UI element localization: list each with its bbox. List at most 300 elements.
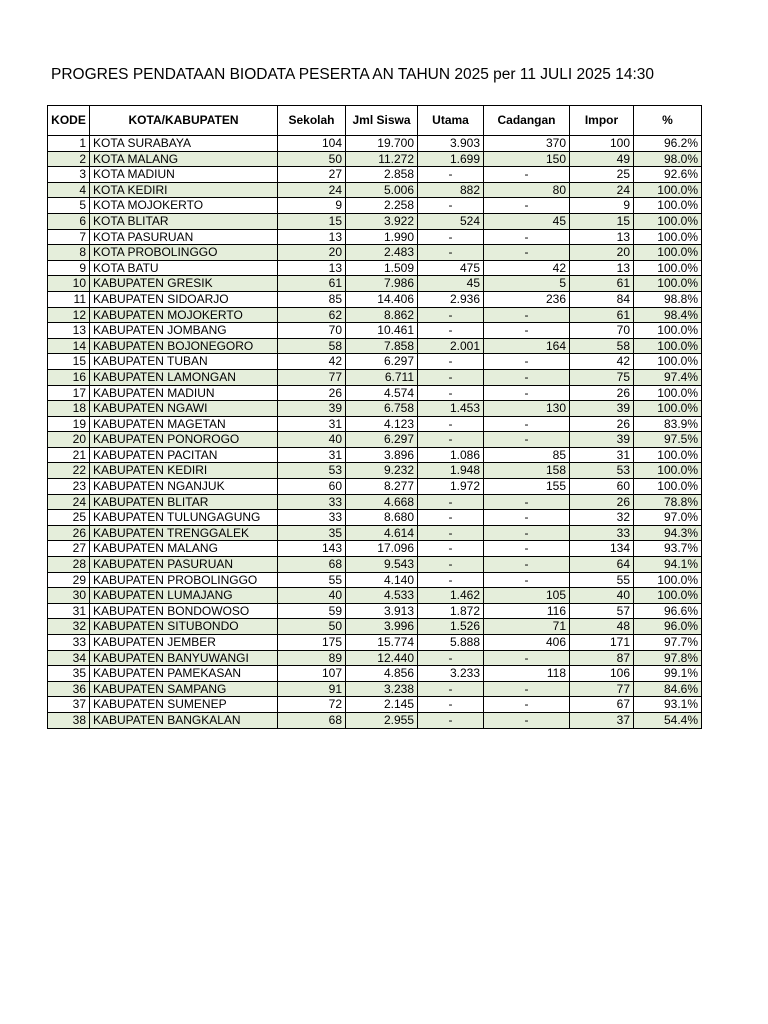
table-row bbox=[48, 557, 702, 573]
cell-jml-siswa: 12.440 bbox=[346, 650, 418, 666]
cell-kode: 6 bbox=[48, 213, 90, 229]
cell-jml-siswa: 6.297 bbox=[346, 432, 418, 448]
cell-impor: 171 bbox=[570, 635, 634, 651]
cell-cadangan: 116 bbox=[484, 603, 570, 619]
cell-impor: 20 bbox=[570, 245, 634, 261]
table-row bbox=[48, 182, 702, 198]
cell-name: KABUPATEN PONOROGO bbox=[90, 432, 278, 448]
cell-jml-siswa: 17.096 bbox=[346, 541, 418, 557]
cell-utama: - bbox=[418, 354, 484, 370]
table-row bbox=[48, 541, 702, 557]
cell-utama: - bbox=[418, 557, 484, 573]
cell-sekolah: 15 bbox=[278, 213, 346, 229]
cell-name: KABUPATEN BOJONEGORO bbox=[90, 338, 278, 354]
cell-kode: 17 bbox=[48, 385, 90, 401]
cell-sekolah: 68 bbox=[278, 712, 346, 728]
table-row bbox=[48, 291, 702, 307]
cell-jml-siswa: 4.123 bbox=[346, 416, 418, 432]
cell-kode: 30 bbox=[48, 588, 90, 604]
table-row bbox=[48, 385, 702, 401]
cell-percent: 100.0% bbox=[634, 572, 702, 588]
cell-utama: - bbox=[418, 167, 484, 183]
cell-cadangan: 236 bbox=[484, 291, 570, 307]
table-row bbox=[48, 619, 702, 635]
cell-kode: 4 bbox=[48, 182, 90, 198]
table-row bbox=[48, 697, 702, 713]
cell-utama: 3.233 bbox=[418, 666, 484, 682]
cell-sekolah: 13 bbox=[278, 229, 346, 245]
cell-name: KABUPATEN BANYUWANGI bbox=[90, 650, 278, 666]
cell-percent: 93.7% bbox=[634, 541, 702, 557]
cell-kode: 25 bbox=[48, 510, 90, 526]
table-row bbox=[48, 229, 702, 245]
header-jml-siswa: Jml Siswa bbox=[346, 106, 418, 136]
cell-impor: 31 bbox=[570, 447, 634, 463]
cell-impor: 49 bbox=[570, 151, 634, 167]
cell-cadangan: - bbox=[484, 245, 570, 261]
cell-impor: 39 bbox=[570, 432, 634, 448]
cell-impor: 60 bbox=[570, 479, 634, 495]
cell-percent: 100.0% bbox=[634, 213, 702, 229]
cell-percent: 97.7% bbox=[634, 635, 702, 651]
cell-sekolah: 77 bbox=[278, 369, 346, 385]
cell-impor: 9 bbox=[570, 198, 634, 214]
cell-sekolah: 35 bbox=[278, 525, 346, 541]
cell-sekolah: 50 bbox=[278, 619, 346, 635]
cell-impor: 75 bbox=[570, 369, 634, 385]
cell-jml-siswa: 1.990 bbox=[346, 229, 418, 245]
table-row bbox=[48, 588, 702, 604]
cell-sekolah: 62 bbox=[278, 307, 346, 323]
cell-percent: 100.0% bbox=[634, 245, 702, 261]
cell-sekolah: 89 bbox=[278, 650, 346, 666]
cell-kode: 33 bbox=[48, 635, 90, 651]
cell-kode: 38 bbox=[48, 712, 90, 728]
table-row bbox=[48, 167, 702, 183]
cell-cadangan: - bbox=[484, 650, 570, 666]
header-sekolah: Sekolah bbox=[278, 106, 346, 136]
cell-impor: 13 bbox=[570, 260, 634, 276]
cell-sekolah: 61 bbox=[278, 276, 346, 292]
cell-percent: 100.0% bbox=[634, 401, 702, 417]
cell-jml-siswa: 3.996 bbox=[346, 619, 418, 635]
cell-cadangan: - bbox=[484, 416, 570, 432]
cell-impor: 40 bbox=[570, 588, 634, 604]
cell-sekolah: 20 bbox=[278, 245, 346, 261]
cell-jml-siswa: 10.461 bbox=[346, 323, 418, 339]
cell-name: KABUPATEN LAMONGAN bbox=[90, 369, 278, 385]
cell-name: KABUPATEN JOMBANG bbox=[90, 323, 278, 339]
cell-cadangan: - bbox=[484, 385, 570, 401]
cell-name: KABUPATEN BLITAR bbox=[90, 494, 278, 510]
cell-impor: 58 bbox=[570, 338, 634, 354]
cell-name: KABUPATEN NGAWI bbox=[90, 401, 278, 417]
cell-utama: 1.086 bbox=[418, 447, 484, 463]
cell-kode: 9 bbox=[48, 260, 90, 276]
cell-cadangan: - bbox=[484, 681, 570, 697]
cell-percent: 99.1% bbox=[634, 666, 702, 682]
header-row bbox=[48, 106, 702, 136]
header-kota-kabupaten: KOTA/KABUPATEN bbox=[90, 106, 278, 136]
cell-cadangan: 118 bbox=[484, 666, 570, 682]
cell-name: KOTA MADIUN bbox=[90, 167, 278, 183]
cell-impor: 39 bbox=[570, 401, 634, 417]
cell-sekolah: 40 bbox=[278, 432, 346, 448]
cell-jml-siswa: 2.145 bbox=[346, 697, 418, 713]
cell-percent: 96.0% bbox=[634, 619, 702, 635]
cell-percent: 98.0% bbox=[634, 151, 702, 167]
cell-kode: 24 bbox=[48, 494, 90, 510]
cell-jml-siswa: 9.543 bbox=[346, 557, 418, 573]
cell-sekolah: 85 bbox=[278, 291, 346, 307]
cell-impor: 70 bbox=[570, 323, 634, 339]
cell-jml-siswa: 4.574 bbox=[346, 385, 418, 401]
cell-kode: 34 bbox=[48, 650, 90, 666]
table-row bbox=[48, 338, 702, 354]
cell-cadangan: - bbox=[484, 229, 570, 245]
cell-utama: - bbox=[418, 198, 484, 214]
cell-kode: 31 bbox=[48, 603, 90, 619]
cell-utama: 45 bbox=[418, 276, 484, 292]
cell-cadangan: - bbox=[484, 712, 570, 728]
cell-kode: 23 bbox=[48, 479, 90, 495]
cell-utama: - bbox=[418, 541, 484, 557]
table-row bbox=[48, 136, 702, 152]
cell-cadangan: 42 bbox=[484, 260, 570, 276]
page-title: PROGRES PENDATAAN BIODATA PESERTA AN TAHUN 2025 per 11 JULI 2025 14:30 bbox=[51, 66, 655, 83]
cell-sekolah: 91 bbox=[278, 681, 346, 697]
table-row bbox=[48, 369, 702, 385]
cell-impor: 25 bbox=[570, 167, 634, 183]
cell-cadangan: - bbox=[484, 510, 570, 526]
cell-sekolah: 58 bbox=[278, 338, 346, 354]
cell-utama: 1.872 bbox=[418, 603, 484, 619]
cell-name: KABUPATEN GRESIK bbox=[90, 276, 278, 292]
table-row bbox=[48, 494, 702, 510]
cell-cadangan: - bbox=[484, 323, 570, 339]
cell-impor: 106 bbox=[570, 666, 634, 682]
cell-utama: - bbox=[418, 697, 484, 713]
cell-kode: 26 bbox=[48, 525, 90, 541]
cell-jml-siswa: 4.614 bbox=[346, 525, 418, 541]
cell-name: KOTA MALANG bbox=[90, 151, 278, 167]
cell-impor: 26 bbox=[570, 416, 634, 432]
cell-cadangan: 164 bbox=[484, 338, 570, 354]
cell-impor: 32 bbox=[570, 510, 634, 526]
table-body bbox=[48, 136, 702, 729]
cell-percent: 100.0% bbox=[634, 182, 702, 198]
cell-cadangan: - bbox=[484, 494, 570, 510]
cell-jml-siswa: 5.006 bbox=[346, 182, 418, 198]
cell-cadangan: 370 bbox=[484, 136, 570, 152]
cell-sekolah: 107 bbox=[278, 666, 346, 682]
cell-percent: 84.6% bbox=[634, 681, 702, 697]
cell-name: KABUPATEN JEMBER bbox=[90, 635, 278, 651]
cell-name: KABUPATEN MAGETAN bbox=[90, 416, 278, 432]
cell-impor: 26 bbox=[570, 385, 634, 401]
cell-name: KABUPATEN BONDOWOSO bbox=[90, 603, 278, 619]
cell-kode: 29 bbox=[48, 572, 90, 588]
cell-kode: 12 bbox=[48, 307, 90, 323]
cell-utama: - bbox=[418, 681, 484, 697]
cell-jml-siswa: 3.913 bbox=[346, 603, 418, 619]
cell-cadangan: 406 bbox=[484, 635, 570, 651]
cell-sekolah: 40 bbox=[278, 588, 346, 604]
cell-name: KABUPATEN MADIUN bbox=[90, 385, 278, 401]
cell-name: KABUPATEN SAMPANG bbox=[90, 681, 278, 697]
cell-impor: 64 bbox=[570, 557, 634, 573]
cell-utama: 1.699 bbox=[418, 151, 484, 167]
cell-cadangan: 5 bbox=[484, 276, 570, 292]
cell-sekolah: 55 bbox=[278, 572, 346, 588]
cell-sekolah: 60 bbox=[278, 479, 346, 495]
cell-utama: - bbox=[418, 712, 484, 728]
table-row bbox=[48, 213, 702, 229]
cell-utama: - bbox=[418, 307, 484, 323]
cell-percent: 94.1% bbox=[634, 557, 702, 573]
cell-cadangan: 155 bbox=[484, 479, 570, 495]
table-row bbox=[48, 276, 702, 292]
table-row bbox=[48, 198, 702, 214]
table-row bbox=[48, 635, 702, 651]
cell-cadangan: - bbox=[484, 167, 570, 183]
cell-sekolah: 33 bbox=[278, 510, 346, 526]
cell-utama: 3.903 bbox=[418, 136, 484, 152]
cell-sekolah: 72 bbox=[278, 697, 346, 713]
cell-cadangan: 85 bbox=[484, 447, 570, 463]
table-row bbox=[48, 416, 702, 432]
table-row bbox=[48, 354, 702, 370]
cell-name: KOTA BATU bbox=[90, 260, 278, 276]
cell-kode: 16 bbox=[48, 369, 90, 385]
cell-utama: 524 bbox=[418, 213, 484, 229]
cell-kode: 20 bbox=[48, 432, 90, 448]
cell-impor: 77 bbox=[570, 681, 634, 697]
header-percent: % bbox=[634, 106, 702, 136]
cell-kode: 21 bbox=[48, 447, 90, 463]
cell-percent: 100.0% bbox=[634, 463, 702, 479]
table-row bbox=[48, 603, 702, 619]
cell-kode: 32 bbox=[48, 619, 90, 635]
cell-utama: - bbox=[418, 650, 484, 666]
cell-jml-siswa: 3.238 bbox=[346, 681, 418, 697]
cell-cadangan: - bbox=[484, 432, 570, 448]
cell-percent: 93.1% bbox=[634, 697, 702, 713]
cell-name: KOTA SURABAYA bbox=[90, 136, 278, 152]
table-row bbox=[48, 666, 702, 682]
cell-jml-siswa: 1.509 bbox=[346, 260, 418, 276]
table-row bbox=[48, 510, 702, 526]
cell-name: KOTA MOJOKERTO bbox=[90, 198, 278, 214]
cell-utama: 1.526 bbox=[418, 619, 484, 635]
cell-sekolah: 31 bbox=[278, 416, 346, 432]
cell-kode: 3 bbox=[48, 167, 90, 183]
cell-utama: - bbox=[418, 525, 484, 541]
cell-kode: 18 bbox=[48, 401, 90, 417]
cell-cadangan: 45 bbox=[484, 213, 570, 229]
cell-percent: 96.6% bbox=[634, 603, 702, 619]
cell-utama: 1.453 bbox=[418, 401, 484, 417]
cell-name: KOTA BLITAR bbox=[90, 213, 278, 229]
cell-impor: 55 bbox=[570, 572, 634, 588]
cell-cadangan: - bbox=[484, 307, 570, 323]
cell-name: KOTA PASURUAN bbox=[90, 229, 278, 245]
cell-utama: - bbox=[418, 369, 484, 385]
table-row bbox=[48, 447, 702, 463]
header-kode: KODE bbox=[48, 106, 90, 136]
cell-jml-siswa: 7.986 bbox=[346, 276, 418, 292]
cell-cadangan: - bbox=[484, 541, 570, 557]
cell-sekolah: 59 bbox=[278, 603, 346, 619]
cell-name: KABUPATEN MOJOKERTO bbox=[90, 307, 278, 323]
cell-name: KOTA PROBOLINGGO bbox=[90, 245, 278, 261]
cell-cadangan: 150 bbox=[484, 151, 570, 167]
header-utama: Utama bbox=[418, 106, 484, 136]
cell-impor: 53 bbox=[570, 463, 634, 479]
cell-name: KOTA KEDIRI bbox=[90, 182, 278, 198]
cell-name: KABUPATEN PROBOLINGGO bbox=[90, 572, 278, 588]
header-cadangan: Cadangan bbox=[484, 106, 570, 136]
cell-name: KABUPATEN PAMEKASAN bbox=[90, 666, 278, 682]
cell-impor: 134 bbox=[570, 541, 634, 557]
cell-cadangan: 105 bbox=[484, 588, 570, 604]
cell-kode: 36 bbox=[48, 681, 90, 697]
cell-sekolah: 24 bbox=[278, 182, 346, 198]
cell-percent: 92.6% bbox=[634, 167, 702, 183]
cell-impor: 24 bbox=[570, 182, 634, 198]
table-row bbox=[48, 323, 702, 339]
cell-percent: 83.9% bbox=[634, 416, 702, 432]
cell-utama: - bbox=[418, 432, 484, 448]
cell-utama: - bbox=[418, 323, 484, 339]
cell-percent: 94.3% bbox=[634, 525, 702, 541]
cell-jml-siswa: 4.533 bbox=[346, 588, 418, 604]
cell-impor: 48 bbox=[570, 619, 634, 635]
cell-name: KABUPATEN SIDOARJO bbox=[90, 291, 278, 307]
cell-sekolah: 27 bbox=[278, 167, 346, 183]
cell-percent: 54.4% bbox=[634, 712, 702, 728]
table-row bbox=[48, 307, 702, 323]
cell-kode: 13 bbox=[48, 323, 90, 339]
header-impor: Impor bbox=[570, 106, 634, 136]
cell-utama: - bbox=[418, 245, 484, 261]
cell-name: KABUPATEN BANGKALAN bbox=[90, 712, 278, 728]
cell-kode: 28 bbox=[48, 557, 90, 573]
cell-impor: 26 bbox=[570, 494, 634, 510]
cell-utama: - bbox=[418, 229, 484, 245]
table-row bbox=[48, 479, 702, 495]
cell-percent: 100.0% bbox=[634, 338, 702, 354]
cell-utama: 475 bbox=[418, 260, 484, 276]
table-row bbox=[48, 260, 702, 276]
cell-name: KABUPATEN SITUBONDO bbox=[90, 619, 278, 635]
cell-jml-siswa: 7.858 bbox=[346, 338, 418, 354]
cell-name: KABUPATEN SUMENEP bbox=[90, 697, 278, 713]
cell-percent: 98.4% bbox=[634, 307, 702, 323]
cell-percent: 97.4% bbox=[634, 369, 702, 385]
cell-name: KABUPATEN KEDIRI bbox=[90, 463, 278, 479]
cell-sekolah: 31 bbox=[278, 447, 346, 463]
cell-kode: 2 bbox=[48, 151, 90, 167]
cell-name: KABUPATEN NGANJUK bbox=[90, 479, 278, 495]
cell-percent: 100.0% bbox=[634, 479, 702, 495]
cell-impor: 15 bbox=[570, 213, 634, 229]
cell-kode: 11 bbox=[48, 291, 90, 307]
cell-cadangan: - bbox=[484, 369, 570, 385]
cell-jml-siswa: 8.277 bbox=[346, 479, 418, 495]
cell-percent: 98.8% bbox=[634, 291, 702, 307]
cell-kode: 35 bbox=[48, 666, 90, 682]
table-row bbox=[48, 432, 702, 448]
cell-impor: 100 bbox=[570, 136, 634, 152]
table-row bbox=[48, 650, 702, 666]
cell-percent: 100.0% bbox=[634, 323, 702, 339]
cell-cadangan: 130 bbox=[484, 401, 570, 417]
cell-name: KABUPATEN PASURUAN bbox=[90, 557, 278, 573]
cell-jml-siswa: 8.862 bbox=[346, 307, 418, 323]
cell-sekolah: 53 bbox=[278, 463, 346, 479]
cell-percent: 100.0% bbox=[634, 229, 702, 245]
cell-impor: 13 bbox=[570, 229, 634, 245]
cell-utama: - bbox=[418, 572, 484, 588]
cell-jml-siswa: 3.922 bbox=[346, 213, 418, 229]
cell-kode: 5 bbox=[48, 198, 90, 214]
cell-kode: 19 bbox=[48, 416, 90, 432]
cell-impor: 61 bbox=[570, 276, 634, 292]
cell-sekolah: 13 bbox=[278, 260, 346, 276]
table-row bbox=[48, 572, 702, 588]
cell-sekolah: 33 bbox=[278, 494, 346, 510]
cell-impor: 61 bbox=[570, 307, 634, 323]
cell-percent: 97.0% bbox=[634, 510, 702, 526]
cell-cadangan: 80 bbox=[484, 182, 570, 198]
cell-kode: 7 bbox=[48, 229, 90, 245]
cell-jml-siswa: 2.258 bbox=[346, 198, 418, 214]
cell-sekolah: 143 bbox=[278, 541, 346, 557]
cell-sekolah: 26 bbox=[278, 385, 346, 401]
cell-cadangan: 71 bbox=[484, 619, 570, 635]
cell-utama: - bbox=[418, 494, 484, 510]
cell-sekolah: 42 bbox=[278, 354, 346, 370]
cell-jml-siswa: 2.858 bbox=[346, 167, 418, 183]
cell-impor: 87 bbox=[570, 650, 634, 666]
cell-utama: 2.001 bbox=[418, 338, 484, 354]
cell-cadangan: - bbox=[484, 198, 570, 214]
cell-utama: 5.888 bbox=[418, 635, 484, 651]
cell-jml-siswa: 9.232 bbox=[346, 463, 418, 479]
cell-jml-siswa: 3.896 bbox=[346, 447, 418, 463]
cell-jml-siswa: 2.483 bbox=[346, 245, 418, 261]
cell-jml-siswa: 19.700 bbox=[346, 136, 418, 152]
cell-sekolah: 68 bbox=[278, 557, 346, 573]
cell-percent: 100.0% bbox=[634, 447, 702, 463]
cell-jml-siswa: 14.406 bbox=[346, 291, 418, 307]
cell-name: KABUPATEN TUBAN bbox=[90, 354, 278, 370]
cell-jml-siswa: 2.955 bbox=[346, 712, 418, 728]
table-row bbox=[48, 681, 702, 697]
cell-percent: 100.0% bbox=[634, 198, 702, 214]
table-row bbox=[48, 245, 702, 261]
cell-cadangan: - bbox=[484, 697, 570, 713]
cell-kode: 27 bbox=[48, 541, 90, 557]
cell-percent: 96.2% bbox=[634, 136, 702, 152]
cell-sekolah: 70 bbox=[278, 323, 346, 339]
cell-percent: 100.0% bbox=[634, 276, 702, 292]
cell-sekolah: 104 bbox=[278, 136, 346, 152]
cell-kode: 1 bbox=[48, 136, 90, 152]
cell-utama: 2.936 bbox=[418, 291, 484, 307]
cell-impor: 33 bbox=[570, 525, 634, 541]
